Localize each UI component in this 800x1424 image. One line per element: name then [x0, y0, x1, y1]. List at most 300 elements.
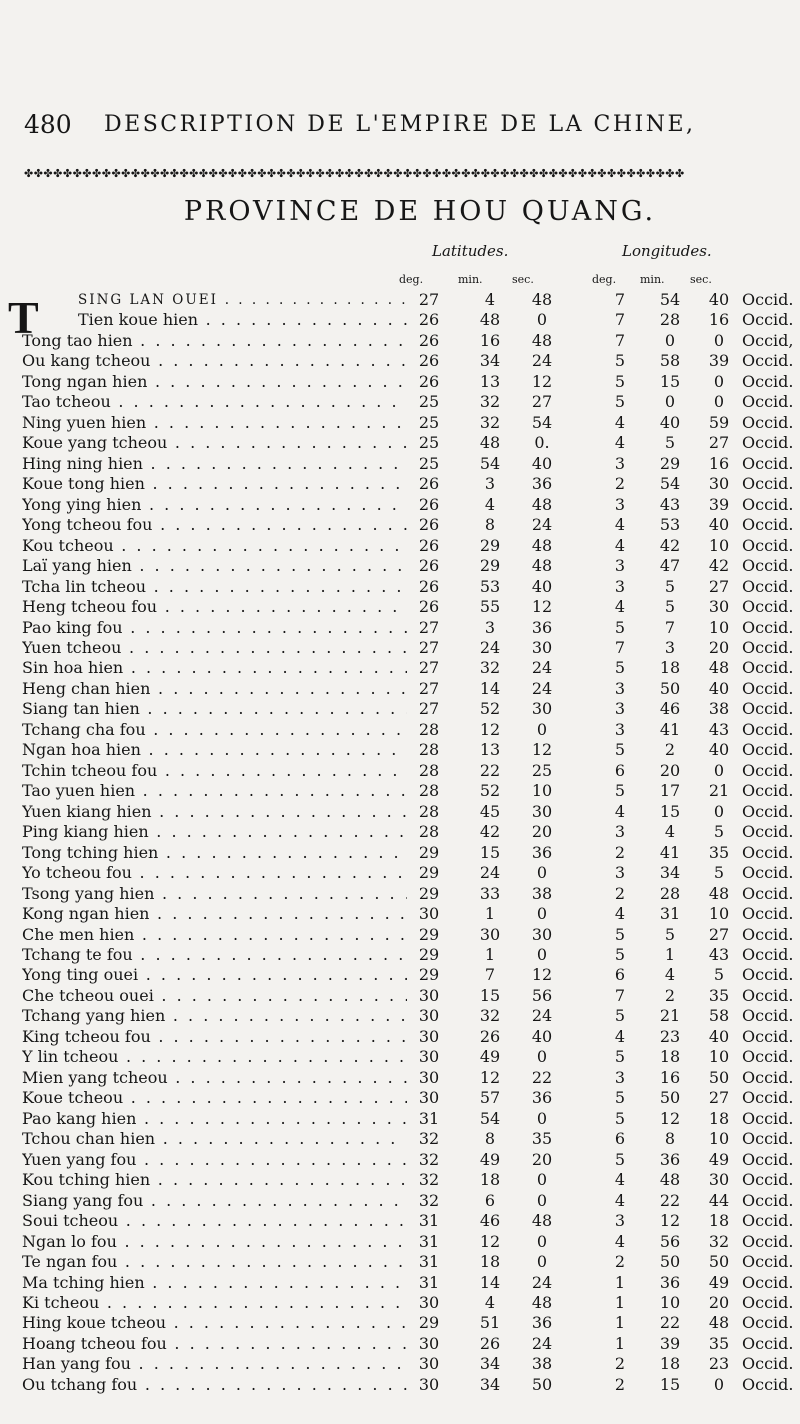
direction-cell: Occid.	[742, 924, 794, 944]
lat-deg-cell: 26	[418, 597, 440, 617]
lat-sec-cell: 24	[531, 1006, 553, 1026]
table-row	[20, 904, 794, 924]
long-sec-cell: 5	[713, 822, 725, 842]
lat-sec-cell: 0	[536, 719, 548, 739]
place-name: Koue tcheou . . .	[22, 1088, 407, 1108]
lat-deg-cell: 26	[418, 351, 440, 371]
long-deg-cell: 4	[614, 1231, 626, 1251]
lat-sec-cell: 24	[531, 351, 553, 371]
lat-sec-cell: 48	[531, 535, 553, 555]
long-sec-cell: 43	[708, 719, 730, 739]
direction-cell: Occid.	[742, 637, 794, 657]
long-min-cell: 23	[659, 1026, 681, 1046]
direction-cell: Occid.	[742, 1292, 794, 1312]
place-name: Yong ting ouei . . .	[22, 965, 407, 985]
lat-deg-cell: 32	[418, 1190, 440, 1210]
long-deg-cell: 5	[614, 781, 626, 801]
lat-sec-cell: 0	[536, 904, 548, 924]
direction-cell: Occid.	[742, 801, 794, 821]
lat-deg-cell: 30	[418, 1026, 440, 1046]
long-deg-cell: 2	[614, 1252, 626, 1272]
direction-cell: Occid.	[742, 290, 794, 309]
place-name: Koue yang tcheou . . .	[22, 433, 407, 453]
long-min-cell: 18	[659, 1047, 681, 1067]
table-row	[20, 535, 794, 556]
lat-deg-cell: 28	[418, 801, 440, 821]
long-deg-cell: 6	[614, 760, 626, 780]
lat-sec-cell: 50	[531, 1374, 553, 1394]
long-deg-cell: 6	[614, 965, 626, 985]
direction-cell: Occid.	[742, 1088, 794, 1108]
long-deg-cell: 4	[614, 1026, 626, 1046]
long-deg-cell: 5	[614, 1088, 626, 1108]
lat-min-cell: 22	[479, 760, 501, 780]
lat-sec-cell: 40	[531, 576, 553, 596]
lat-deg-cell: 30	[418, 1374, 440, 1394]
lat-sec-cell: 0	[536, 1047, 548, 1067]
long-deg-cell: 6	[614, 1129, 626, 1149]
lat-min-cell: 57	[479, 1088, 501, 1108]
long-min-cell: 20	[659, 760, 681, 780]
long-deg-cell: 4	[614, 412, 626, 432]
lat-deg-cell: 32	[418, 1170, 440, 1190]
long-sec-cell: 50	[708, 1252, 730, 1272]
long-deg-cell: 5	[614, 1047, 626, 1067]
place-name: Tao tcheou . . .	[22, 392, 407, 412]
long-sec-cell: 35	[708, 985, 730, 1005]
lat-sec-cell: 36	[531, 1313, 553, 1333]
lat-min-cell: 54	[479, 453, 501, 473]
lat-deg-cell: 26	[418, 330, 440, 350]
long-deg-cell: 4	[614, 1190, 626, 1210]
long-min-cell: 50	[659, 678, 681, 698]
long-deg-cell: 4	[614, 597, 626, 617]
long-min-cell: 15	[659, 1374, 681, 1394]
direction-cell: Occid.	[742, 883, 794, 903]
place-name: Laï yang hien . . .	[22, 556, 407, 576]
lat-min-cell: 48	[479, 433, 501, 453]
long-min-cell: 28	[659, 883, 681, 903]
lat-sec-cell: 48	[531, 556, 553, 576]
place-name: Yong tcheou fou . . .	[22, 515, 407, 535]
table-row	[20, 1170, 794, 1190]
long-deg-cell: 5	[614, 1149, 626, 1169]
long-min-cell: 17	[659, 781, 681, 801]
lat-min-cell: 45	[479, 801, 501, 821]
latitudes-heading: Latitudes.	[432, 242, 509, 260]
long-deg-cell: 3	[614, 494, 626, 514]
lat-deg-cell: 26	[418, 310, 440, 330]
long-min-cell: 2	[664, 740, 676, 760]
long-min-cell: 21	[659, 1006, 681, 1026]
long-sec-cell: 49	[708, 1272, 730, 1292]
long-deg-cell: 5	[614, 740, 626, 760]
long-min-cell: 58	[659, 351, 681, 371]
long-min-cell: 8	[664, 1129, 676, 1149]
table-row	[20, 1333, 794, 1354]
lat-deg-cell: 31	[418, 1252, 440, 1272]
direction-cell: Occid.	[742, 1374, 794, 1394]
unit-heading-long-sec: sec.	[690, 273, 712, 286]
lat-deg-cell: 26	[418, 535, 440, 555]
place-name: Hing koue tcheou . . .	[22, 1313, 407, 1333]
long-sec-cell: 44	[708, 1190, 730, 1210]
long-deg-cell: 5	[614, 392, 626, 412]
long-sec-cell: 43	[708, 945, 730, 964]
place-name: SING LAN OUEI . . .	[78, 290, 408, 310]
lat-min-cell: 13	[479, 371, 501, 391]
long-min-cell: 46	[659, 699, 681, 719]
long-min-cell: 3	[664, 637, 676, 657]
long-min-cell: 12	[659, 1211, 681, 1231]
direction-cell: Occid.	[742, 1231, 794, 1251]
lat-deg-cell: 26	[418, 474, 440, 494]
lat-deg-cell: 30	[418, 1067, 440, 1087]
direction-cell: Occid.	[742, 1149, 794, 1169]
lat-sec-cell: 35	[531, 1129, 553, 1149]
long-deg-cell: 5	[614, 924, 626, 944]
long-deg-cell: 1	[614, 1272, 626, 1292]
table-row	[20, 1231, 794, 1252]
place-name: Siang yang fou . . .	[22, 1191, 407, 1211]
place-name: Ning yuen hien . . .	[22, 413, 407, 433]
long-deg-cell: 1	[614, 1313, 626, 1333]
long-min-cell: 40	[659, 412, 681, 432]
direction-cell: Occid.	[742, 474, 794, 494]
lat-sec-cell: 20	[531, 822, 553, 842]
long-deg-cell: 3	[614, 699, 626, 719]
lat-sec-cell: 0	[536, 310, 548, 330]
place-name: Tong ngan hien . . .	[22, 372, 407, 392]
long-sec-cell: 39	[708, 494, 730, 514]
lat-sec-cell: 10	[531, 781, 553, 801]
lat-min-cell: 18	[479, 1252, 501, 1272]
long-deg-cell: 3	[614, 576, 626, 596]
table-row	[20, 1374, 794, 1395]
lat-sec-cell: 36	[531, 474, 553, 494]
long-deg-cell: 2	[614, 474, 626, 494]
table-row	[20, 433, 794, 453]
lat-sec-cell: 12	[531, 965, 553, 985]
lat-min-cell: 12	[479, 1231, 501, 1251]
direction-cell: Occid.	[742, 1047, 794, 1067]
long-deg-cell: 4	[614, 801, 626, 821]
lat-min-cell: 8	[484, 1129, 496, 1149]
lat-sec-cell: 48	[531, 1292, 553, 1312]
lat-deg-cell: 25	[418, 392, 440, 412]
lat-min-cell: 26	[479, 1026, 501, 1046]
place-name: Yo tcheou fou . . .	[22, 863, 407, 883]
lat-deg-cell: 29	[418, 883, 440, 903]
long-sec-cell: 30	[708, 597, 730, 617]
coordinates-table	[20, 290, 794, 1395]
direction-cell: Occid.	[742, 597, 794, 617]
long-min-cell: 47	[659, 556, 681, 576]
lat-min-cell: 13	[479, 740, 501, 760]
lat-sec-cell: 20	[531, 1149, 553, 1169]
lat-deg-cell: 32	[418, 1129, 440, 1149]
long-min-cell: 12	[659, 1108, 681, 1128]
long-sec-cell: 0	[713, 392, 725, 412]
lat-sec-cell: 12	[531, 597, 553, 617]
place-name: Soui tcheou . . .	[22, 1211, 407, 1231]
table-row	[20, 392, 794, 412]
long-sec-cell: 59	[708, 412, 730, 432]
section-title: PROVINCE DE HOU QUANG.	[183, 196, 657, 227]
lat-deg-cell: 31	[418, 1272, 440, 1292]
long-sec-cell: 32	[708, 1231, 730, 1251]
long-sec-cell: 18	[708, 1211, 730, 1231]
place-name: Pao kang hien . . .	[22, 1109, 407, 1129]
long-deg-cell: 2	[614, 1354, 626, 1374]
lat-min-cell: 32	[479, 412, 501, 432]
table-row	[20, 494, 794, 515]
long-deg-cell: 3	[614, 678, 626, 698]
long-min-cell: 39	[659, 1333, 681, 1353]
long-deg-cell: 3	[614, 822, 626, 842]
direction-cell: Occid.	[742, 1108, 794, 1128]
long-deg-cell: 3	[614, 556, 626, 576]
table-row	[20, 1211, 794, 1231]
lat-sec-cell: 25	[531, 760, 553, 780]
long-sec-cell: 10	[708, 1129, 730, 1149]
table-row	[20, 740, 794, 760]
long-min-cell: 0	[664, 392, 676, 412]
lat-deg-cell: 25	[418, 453, 440, 473]
table-row	[20, 678, 794, 699]
lat-deg-cell: 28	[418, 822, 440, 842]
long-sec-cell: 27	[708, 576, 730, 596]
table-row	[20, 351, 794, 371]
direction-cell: Occid.	[742, 494, 794, 514]
lat-min-cell: 7	[484, 965, 496, 985]
ornament-rule: ✤✤✤✤✤✤✤✤✤✤✤✤✤✤✤✤✤✤✤✤✤✤✤✤✤✤✤✤✤✤✤✤✤✤✤✤✤✤✤✤✤✤✤✤✤✤✤✤✤✤✤✤✤✤✤✤✤✤✤✤✤✤✤✤✤✤✤✤	[24, 167, 685, 180]
lat-sec-cell: 40	[531, 453, 553, 473]
direction-cell: Occid.	[742, 310, 794, 330]
long-min-cell: 15	[659, 371, 681, 391]
long-deg-cell: 7	[614, 985, 626, 1005]
long-sec-cell: 10	[708, 904, 730, 924]
lat-deg-cell: 28	[418, 719, 440, 739]
long-min-cell: 41	[659, 842, 681, 862]
long-sec-cell: 38	[708, 699, 730, 719]
lat-min-cell: 14	[479, 678, 501, 698]
lat-min-cell: 32	[479, 392, 501, 412]
place-name: Sin hoa hien . . .	[22, 658, 407, 678]
place-name: Kong ngan hien . . .	[22, 904, 407, 924]
lat-sec-cell: 38	[531, 1354, 553, 1374]
lat-min-cell: 32	[479, 658, 501, 678]
place-name: Yong ying hien . . .	[22, 495, 407, 515]
long-sec-cell: 23	[708, 1354, 730, 1374]
direction-cell: Occid.	[742, 535, 794, 555]
long-sec-cell: 27	[708, 924, 730, 944]
long-sec-cell: 39	[708, 351, 730, 371]
lat-min-cell: 3	[484, 617, 496, 637]
lat-sec-cell: 24	[531, 1272, 553, 1292]
direction-cell: Occid.	[742, 699, 794, 719]
lat-sec-cell: 24	[531, 515, 553, 535]
lat-deg-cell: 28	[418, 781, 440, 801]
long-min-cell: 36	[659, 1149, 681, 1169]
lat-sec-cell: 30	[531, 801, 553, 821]
table-row	[20, 719, 794, 740]
direction-cell: Occid,	[742, 330, 794, 350]
place-name: Tchou chan hien . . .	[22, 1129, 407, 1149]
lat-deg-cell: 27	[418, 637, 440, 657]
table-row	[20, 453, 794, 474]
lat-min-cell: 18	[479, 1170, 501, 1190]
long-min-cell: 34	[659, 863, 681, 883]
lat-min-cell: 1	[484, 904, 496, 924]
place-name: Y lin tcheou . . .	[22, 1047, 407, 1067]
lat-min-cell: 12	[479, 1067, 501, 1087]
direction-cell: Occid.	[742, 515, 794, 535]
long-min-cell: 53	[659, 515, 681, 535]
direction-cell: Occid.	[742, 945, 794, 964]
direction-cell: Occid.	[742, 351, 794, 371]
direction-cell: Occid.	[742, 1252, 794, 1272]
lat-sec-cell: 30	[531, 699, 553, 719]
lat-min-cell: 24	[479, 863, 501, 883]
lat-min-cell: 12	[479, 719, 501, 739]
place-name: Ki tcheou . . .	[22, 1293, 407, 1313]
long-min-cell: 36	[659, 1272, 681, 1292]
lat-min-cell: 52	[479, 781, 501, 801]
long-min-cell: 10	[659, 1292, 681, 1312]
lat-min-cell: 4	[484, 494, 496, 514]
unit-heading-lat-deg: deg.	[399, 273, 424, 286]
lat-min-cell: 26	[479, 1333, 501, 1353]
place-name: Pao king fou . . .	[22, 618, 407, 638]
table-row	[20, 1088, 794, 1108]
direction-cell: Occid.	[742, 1129, 794, 1149]
lat-min-cell: 49	[479, 1047, 501, 1067]
place-name: Ou tchang fou . . .	[22, 1375, 407, 1395]
lat-sec-cell: 56	[531, 985, 553, 1005]
long-sec-cell: 20	[708, 637, 730, 657]
table-row	[20, 515, 794, 535]
lat-sec-cell: 38	[531, 883, 553, 903]
table-row	[20, 658, 794, 678]
lat-sec-cell: 48	[531, 1211, 553, 1231]
direction-cell: Occid.	[742, 556, 794, 576]
long-min-cell: 56	[659, 1231, 681, 1251]
place-name: Tao yuen hien . . .	[22, 781, 407, 801]
direction-cell: Occid.	[742, 842, 794, 862]
long-sec-cell: 40	[708, 740, 730, 760]
place-name: Mien yang tcheou . . .	[22, 1068, 407, 1088]
place-name: Kou tcheou . . .	[22, 536, 407, 556]
lat-sec-cell: 48	[531, 494, 553, 514]
running-head: DESCRIPTION DE L'EMPIRE DE LA CHINE,	[104, 112, 696, 137]
long-sec-cell: 48	[708, 658, 730, 678]
table-row	[20, 330, 794, 351]
lat-min-cell: 30	[479, 924, 501, 944]
long-deg-cell: 7	[614, 310, 626, 330]
table-row	[20, 1292, 794, 1313]
lat-min-cell: 24	[479, 637, 501, 657]
table-row	[20, 781, 794, 801]
table-row	[20, 924, 794, 945]
lat-min-cell: 46	[479, 1211, 501, 1231]
long-sec-cell: 30	[708, 1170, 730, 1190]
long-min-cell: 22	[659, 1313, 681, 1333]
lat-deg-cell: 29	[418, 842, 440, 862]
lat-deg-cell: 26	[418, 515, 440, 535]
long-deg-cell: 3	[614, 1211, 626, 1231]
long-min-cell: 5	[664, 597, 676, 617]
long-sec-cell: 40	[708, 678, 730, 698]
long-sec-cell: 20	[708, 1292, 730, 1312]
lat-min-cell: 54	[479, 1108, 501, 1128]
lat-deg-cell: 29	[418, 1313, 440, 1333]
place-name: Siang tan hien . . .	[22, 699, 407, 719]
lat-deg-cell: 31	[418, 1108, 440, 1128]
table-row	[20, 637, 794, 658]
lat-sec-cell: 36	[531, 617, 553, 637]
long-deg-cell: 7	[614, 637, 626, 657]
lat-sec-cell: 36	[531, 1088, 553, 1108]
lat-min-cell: 34	[479, 351, 501, 371]
long-min-cell: 31	[659, 904, 681, 924]
lat-sec-cell: 54	[531, 412, 553, 432]
direction-cell: Occid.	[742, 433, 794, 453]
lat-sec-cell: 0	[536, 1108, 548, 1128]
long-min-cell: 4	[664, 822, 676, 842]
lat-min-cell: 16	[479, 330, 501, 350]
long-sec-cell: 21	[708, 781, 730, 801]
lat-deg-cell: 30	[418, 1006, 440, 1026]
long-sec-cell: 48	[708, 883, 730, 903]
table-row	[20, 760, 794, 781]
lat-min-cell: 4	[484, 290, 496, 309]
table-row	[20, 1129, 794, 1149]
long-deg-cell: 4	[614, 433, 626, 453]
lat-sec-cell: 12	[531, 371, 553, 391]
place-name: Che tcheou ouei . . .	[22, 986, 407, 1006]
table-row	[20, 1047, 794, 1067]
lat-deg-cell: 29	[418, 945, 440, 964]
direction-cell: Occid.	[742, 822, 794, 842]
lat-deg-cell: 27	[418, 290, 440, 309]
long-min-cell: 2	[664, 985, 676, 1005]
lat-min-cell: 15	[479, 985, 501, 1005]
table-row	[20, 597, 794, 617]
long-sec-cell: 35	[708, 842, 730, 862]
lat-min-cell: 14	[479, 1272, 501, 1292]
lat-min-cell: 51	[479, 1313, 501, 1333]
place-name: Tchang yang hien . . .	[22, 1006, 407, 1026]
direction-cell: Occid.	[742, 904, 794, 924]
table-row	[20, 822, 794, 842]
long-deg-cell: 5	[614, 1108, 626, 1128]
lat-deg-cell: 29	[418, 863, 440, 883]
place-name: Han yang fou . . .	[22, 1354, 407, 1374]
direction-cell: Occid.	[742, 658, 794, 678]
long-min-cell: 5	[664, 924, 676, 944]
place-name: Yuen yang fou . . .	[22, 1150, 407, 1170]
long-sec-cell: 0	[713, 801, 725, 821]
place-name: Tong tching hien . . .	[22, 843, 407, 863]
table-row	[20, 556, 794, 576]
place-name: Ngan lo fou . . .	[22, 1232, 407, 1252]
lat-sec-cell: 0	[536, 1190, 548, 1210]
lat-deg-cell: 25	[418, 433, 440, 453]
long-deg-cell: 4	[614, 515, 626, 535]
table-row	[20, 985, 794, 1006]
long-min-cell: 54	[659, 290, 681, 309]
